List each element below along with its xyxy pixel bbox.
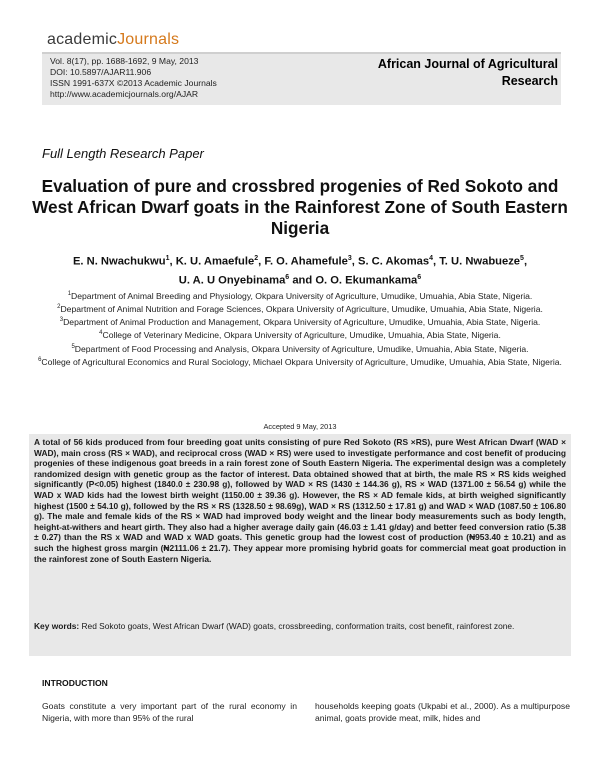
affiliation: $^3$Department of Animal Production and Management, Okpara University of Agriculture, Umudike, Umuahia, Abia State, Nigeria.	[59, 317, 541, 328]
affiliation: $^5$Department of Food Processing and Analysis, Okpara University of Agriculture, Umudike, Umuahia, Abia State, Nigeria.	[71, 343, 529, 354]
body-text-right-column: households keeping goats (Ukpabi et al., 2000). As a multipurpose animal, goats provide meat, milk, hides and	[315, 701, 570, 723]
author: T. U. Nwabueze	[439, 255, 521, 268]
section-heading-introduction: INTRODUCTION	[42, 678, 108, 688]
author-sup: 5	[520, 255, 524, 262]
author: K. U. Amaefule	[175, 255, 255, 268]
paper-title: Evaluation of pure and crossbred progenies of Red Sokoto and West African Dwarf goats in the Rainforest Zone of South Eastern Nigeria	[32, 176, 568, 238]
meta-volume: Vol. 8(17), pp. 1688-1692, 9 May, 2013	[50, 56, 199, 66]
body-text-left-column: Goats constitute a very important part of the rural economy in Nigeria, with more than 95% of the rural	[42, 701, 297, 723]
affiliation: $^2$Department of Animal Nutrition and Forage Sciences, Okpara University of Agriculture, Umudike, Umuahia, Abia State, Nigeria.	[57, 304, 543, 315]
abstract-text: A total of 56 kids produced from four breeding goat units consisting of pure Red Sokoto (RS ×RS), pure West African Dwarf (WAD × WAD), main cross (RS × WAD), and reciprocal cross (WAD × RS) were used to investigate performance and cost benefit of producing progenies of these indigenous goat breeds in a rain forest zone of South Eastern Nigeria. The experimental design was a completely randomized design with genetic group as the factor of interest. Data obtained showed that at birth, the male RS × RS kids weighed significantly (P<0.05) highest (1840.0 ± 230.98 g), followed by WAD × RS (1430 ± 144.36 g), RS × WAD (1371.00 ± 56.54 g) while the WAD x WAD kids had the lowest birth weight (1150.00 ± 39.36 g). However, the RS × AD female kids, at birth weighed significantly highest (1500 ± 54.10 g), followed by the RS × RS (1328.50 ± 98.69g), WAD × RS (1312.50 ± 17.81 g) and WAD × WAD (1087.50 ± 106.80 g). The male and female kids of the RS × WAD had improved body weight and the linear body measurements such as body length, height-at-withers and heart girth. They also had a higher average daily gain (46.03 ± 1.41 g/day) and better feed conversion ratio (5.38 ± 0.27) than the RS x WAD and WAD x WAD goats. This genetic group had the lowest cost of production (₦953.40 ± 10.21) and as such the highest gross margin (₦2111.06 ± 21.7). They appear more promising hybrid goats for commercial meat goat production in the rainforest zone of South Eastern Nigeria.	[34, 437, 566, 564]
meta-doi: DOI: 10.5897/AJAR11.906	[50, 67, 152, 77]
article-meta	[50, 56, 217, 100]
author-sup: 3	[347, 255, 352, 262]
author: F. O. Ahamefule	[264, 255, 348, 268]
author-sup: 2	[254, 255, 259, 262]
author-sup: 6	[285, 273, 290, 281]
journal-title	[328, 56, 558, 90]
authors-connector: and	[292, 274, 313, 287]
logo-text-academic: academic	[47, 31, 118, 48]
meta-issn: ISSN 1991-637X ©2013 Academic Journals	[50, 78, 217, 88]
author-sup: 4	[429, 255, 433, 262]
author: S. C. Akomas	[358, 255, 430, 268]
accepted-date: Accepted 9 May, 2013	[263, 422, 337, 431]
author-sup: 1	[165, 255, 170, 262]
journal-title-line1: African Journal of Agricultural	[377, 57, 558, 71]
author-sup: 6	[417, 273, 422, 281]
author-list: E. N. Nwachukwu$^1$, K. U. Amaefule$^2$, F. O. Ahamefule$^3$, S. C. Akomas$^4$, T. U. Nwabueze$^5$, U. A. U Onyebinama$^6$ and O. O. Ekumankama$^6$	[72, 255, 528, 287]
keywords-list: Red Sokoto goats, West African Dwarf (WAD) goats, crossbreeding, conformation traits, cost benefit, rainforest zone.	[81, 621, 515, 631]
paper-type: Full Length Research Paper	[42, 146, 204, 161]
journal-title-line2: Research	[501, 74, 558, 88]
keywords	[34, 621, 564, 632]
author: O. O. Ekumankama	[315, 274, 418, 287]
author: E. N. Nwachukwu	[72, 255, 166, 268]
journal-logo	[47, 31, 179, 49]
affiliation: $^4$College of Veterinary Medicine, Okpara University of Agriculture, Umudike, Umuahia, Abia State, Nigeria.	[99, 330, 501, 341]
affiliation: $^1$Department of Animal Breeding and Physiology, Okpara University of Agriculture, Umudike, Umuahia, Abia State, Nigeria.	[67, 290, 533, 301]
keywords-label: Key words:	[34, 621, 80, 631]
affiliations	[28, 289, 572, 368]
affiliation: $^6$College of Agricultural Economics and Rural Sociology, Michael Okpara University of Agriculture, Umudike, Umuahia, Abia State, Nigeria.	[38, 356, 562, 367]
author: U. A. U Onyebinama	[178, 274, 286, 287]
logo-text-journals: Journals	[117, 31, 180, 48]
meta-url[interactable]: http://www.academicjournals.org/AJAR	[50, 89, 199, 99]
